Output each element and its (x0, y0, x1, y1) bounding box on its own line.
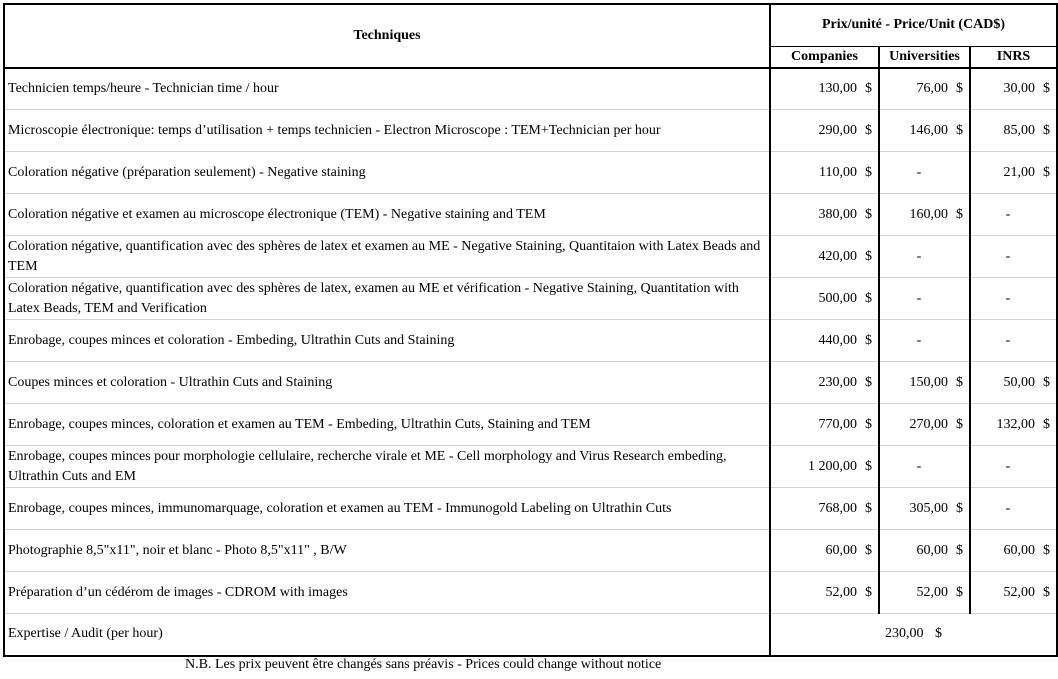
price-inrs-amount: 60,00 (1003, 542, 1036, 558)
price-companies-cell (770, 110, 879, 152)
price-universities-cell (879, 68, 970, 110)
price-universities-amount: 146,00 (909, 122, 948, 138)
audit-price-amount: 230,00 (885, 626, 924, 642)
price-universities-amount: - (916, 164, 922, 180)
price-companies-amount: 1 200,00 (808, 458, 857, 474)
table-row (4, 530, 1057, 572)
price-note: N.B. Les prix peuvent être changés sans préavis - Prices could change without notice (185, 657, 662, 672)
price-companies-currency: $ (865, 374, 872, 390)
price-universities-cell (879, 488, 970, 530)
price-universities-amount: 305,00 (909, 500, 948, 516)
price-companies-currency: $ (865, 80, 872, 96)
price-inrs-cell (970, 530, 1057, 572)
price-companies-currency: $ (865, 542, 872, 558)
technique-cell: Coloration négative (préparation seulement) - Negative staining (4, 152, 770, 194)
price-inrs-amount: - (1005, 332, 1011, 348)
table-row (4, 110, 1057, 152)
price-companies-currency: $ (865, 206, 872, 222)
price-universities-currency: $ (956, 374, 963, 390)
technique-cell: Enrobage, coupes minces pour morphologie cellulaire, recherche virale et ME - Cell morphology and Virus Research embeding, Ultrathin Cuts and EM (4, 446, 770, 488)
price-inrs-cell (970, 446, 1057, 488)
technique-cell: Microscopie électronique: temps d’utilisation + temps technicien - Electron Microscope : TEM+Technician per hour (4, 110, 770, 152)
price-inrs-currency: $ (1043, 416, 1051, 432)
price-universities-currency: $ (956, 584, 963, 600)
audit-price (770, 614, 1057, 656)
price-universities-amount: - (916, 458, 922, 474)
price-companies-amount: 420,00 (818, 248, 857, 264)
price-inrs-amount: - (1005, 500, 1011, 516)
price-inrs-currency: $ (1043, 584, 1051, 600)
technique-cell: Préparation d’un cédérom de images - CDROM with images (4, 572, 770, 614)
price-companies-amount: 110,00 (819, 164, 857, 180)
price-inrs-currency: $ (1043, 80, 1051, 96)
price-companies-amount: 770,00 (818, 416, 857, 432)
price-companies-amount: 230,00 (818, 374, 857, 390)
price-inrs-cell (970, 362, 1057, 404)
price-universities-currency: $ (956, 542, 963, 558)
price-universities-cell (879, 278, 970, 320)
table-row (4, 404, 1057, 446)
price-universities-amount: 76,00 (916, 80, 948, 96)
price-universities-amount: - (916, 248, 922, 264)
price-companies-currency: $ (865, 122, 872, 138)
header-inrs: INRS (970, 46, 1057, 68)
price-universities-cell (879, 530, 970, 572)
price-companies-cell (770, 572, 879, 614)
price-universities-cell (879, 194, 970, 236)
price-companies-cell (770, 530, 879, 572)
price-inrs-cell (970, 152, 1057, 194)
table-row (4, 194, 1057, 236)
price-universities-amount: - (916, 290, 922, 306)
table-row (4, 488, 1057, 530)
price-inrs-cell (970, 572, 1057, 614)
price-companies-cell (770, 152, 879, 194)
technique-cell: Photographie 8,5"x11", noir et blanc - Photo 8,5"x11" , B/W (4, 530, 770, 572)
price-universities-cell (879, 446, 970, 488)
audit-price-currency: $ (935, 626, 942, 642)
table-row (4, 278, 1057, 320)
price-companies-cell (770, 278, 879, 320)
price-universities-currency: $ (956, 122, 963, 138)
price-companies-amount: 130,00 (818, 80, 857, 96)
price-universities-currency: $ (956, 416, 963, 432)
price-companies-cell (770, 404, 879, 446)
table-row (4, 236, 1057, 278)
header-price-title: Prix/unité - Price/Unit (CAD$) (770, 4, 1057, 46)
price-companies-cell (770, 362, 879, 404)
price-rows (4, 68, 1057, 614)
price-inrs-cell (970, 488, 1057, 530)
price-inrs-amount: 52,00 (1003, 584, 1036, 600)
price-inrs-currency: $ (1043, 542, 1051, 558)
audit-technique: Expertise / Audit (per hour) (4, 614, 770, 656)
price-universities-amount: 52,00 (916, 584, 948, 600)
header-techniques: Techniques (4, 4, 770, 68)
price-inrs-cell (970, 278, 1057, 320)
price-companies-amount: 290,00 (818, 122, 857, 138)
table-row (4, 572, 1057, 614)
table-row (4, 320, 1057, 362)
technique-cell: Enrobage, coupes minces et coloration - Embeding, Ultrathin Cuts and Staining (4, 320, 770, 362)
price-universities-cell (879, 236, 970, 278)
price-inrs-cell (970, 110, 1057, 152)
price-universities-cell (879, 572, 970, 614)
price-inrs-cell (970, 194, 1057, 236)
price-universities-cell (879, 404, 970, 446)
price-companies-amount: 60,00 (825, 542, 857, 558)
price-companies-cell (770, 68, 879, 110)
price-inrs-amount: - (1005, 206, 1011, 222)
price-inrs-amount: - (1005, 290, 1011, 306)
price-companies-currency: $ (865, 290, 872, 306)
technique-cell: Coloration négative, quantification avec des sphères de latex, examen au ME et vérification - Negative Staining, Quantitation with Latex Beads, TEM and Verification (4, 278, 770, 320)
price-inrs-amount: - (1005, 458, 1011, 474)
header-universities: Universities (879, 46, 970, 68)
price-inrs-currency: $ (1043, 374, 1051, 390)
technique-cell: Enrobage, coupes minces, coloration et examen au TEM - Embeding, Ultrathin Cuts, Staining and TEM (4, 404, 770, 446)
price-inrs-cell (970, 320, 1057, 362)
price-universities-currency: $ (956, 206, 963, 222)
price-companies-cell (770, 236, 879, 278)
price-companies-currency: $ (865, 584, 872, 600)
price-companies-amount: 768,00 (818, 500, 857, 516)
table-row (4, 446, 1057, 488)
price-table (3, 3, 1058, 657)
technique-cell: Enrobage, coupes minces, immunomarquage, coloration et examen au TEM - Immunogold Labeling on Ultrathin Cuts (4, 488, 770, 530)
price-companies-currency: $ (865, 332, 872, 348)
technique-cell: Coupes minces et coloration - Ultrathin Cuts and Staining (4, 362, 770, 404)
price-companies-cell (770, 488, 879, 530)
price-inrs-cell (970, 404, 1057, 446)
price-inrs-cell (970, 236, 1057, 278)
price-universities-amount: 60,00 (916, 542, 948, 558)
technique-cell: Coloration négative et examen au microscope électronique (TEM) - Negative staining and TEM (4, 194, 770, 236)
price-universities-cell (879, 110, 970, 152)
price-companies-amount: 380,00 (818, 206, 857, 222)
price-inrs-amount: - (1005, 248, 1011, 264)
table-row (4, 362, 1057, 404)
price-companies-currency: $ (865, 458, 872, 474)
price-companies-cell (770, 446, 879, 488)
price-companies-cell (770, 320, 879, 362)
price-companies-currency: $ (865, 500, 872, 516)
technique-cell: Coloration négative, quantification avec des sphères de latex et examen au ME - Negative Staining, Quantitaion with Latex Beads and TEM (4, 236, 770, 278)
price-companies-currency: $ (865, 416, 872, 432)
table-row (4, 68, 1057, 110)
technique-cell: Technicien temps/heure - Technician time / hour (4, 68, 770, 110)
price-companies-amount: 500,00 (818, 290, 857, 306)
price-companies-currency: $ (865, 248, 872, 264)
price-companies-currency: $ (865, 164, 872, 180)
header-companies: Companies (770, 46, 879, 68)
price-universities-cell (879, 320, 970, 362)
price-inrs-currency: $ (1043, 164, 1051, 180)
price-companies-cell (770, 194, 879, 236)
price-inrs-cell (970, 68, 1057, 110)
price-universities-amount: - (916, 332, 922, 348)
price-universities-currency: $ (956, 500, 963, 516)
price-universities-amount: 160,00 (909, 206, 948, 222)
price-inrs-amount: 132,00 (996, 416, 1036, 432)
price-inrs-amount: 30,00 (1003, 80, 1036, 96)
price-inrs-amount: 50,00 (1003, 374, 1036, 390)
price-inrs-amount: 21,00 (1003, 164, 1036, 180)
price-inrs-currency: $ (1043, 122, 1051, 138)
price-universities-cell (879, 362, 970, 404)
price-companies-amount: 440,00 (818, 332, 857, 348)
price-universities-amount: 270,00 (909, 416, 948, 432)
price-universities-cell (879, 152, 970, 194)
table-row (4, 152, 1057, 194)
price-companies-amount: 52,00 (825, 584, 857, 600)
audit-row (4, 614, 1057, 656)
price-universities-currency: $ (956, 80, 963, 96)
price-inrs-amount: 85,00 (1003, 122, 1036, 138)
price-universities-amount: 150,00 (909, 374, 948, 390)
